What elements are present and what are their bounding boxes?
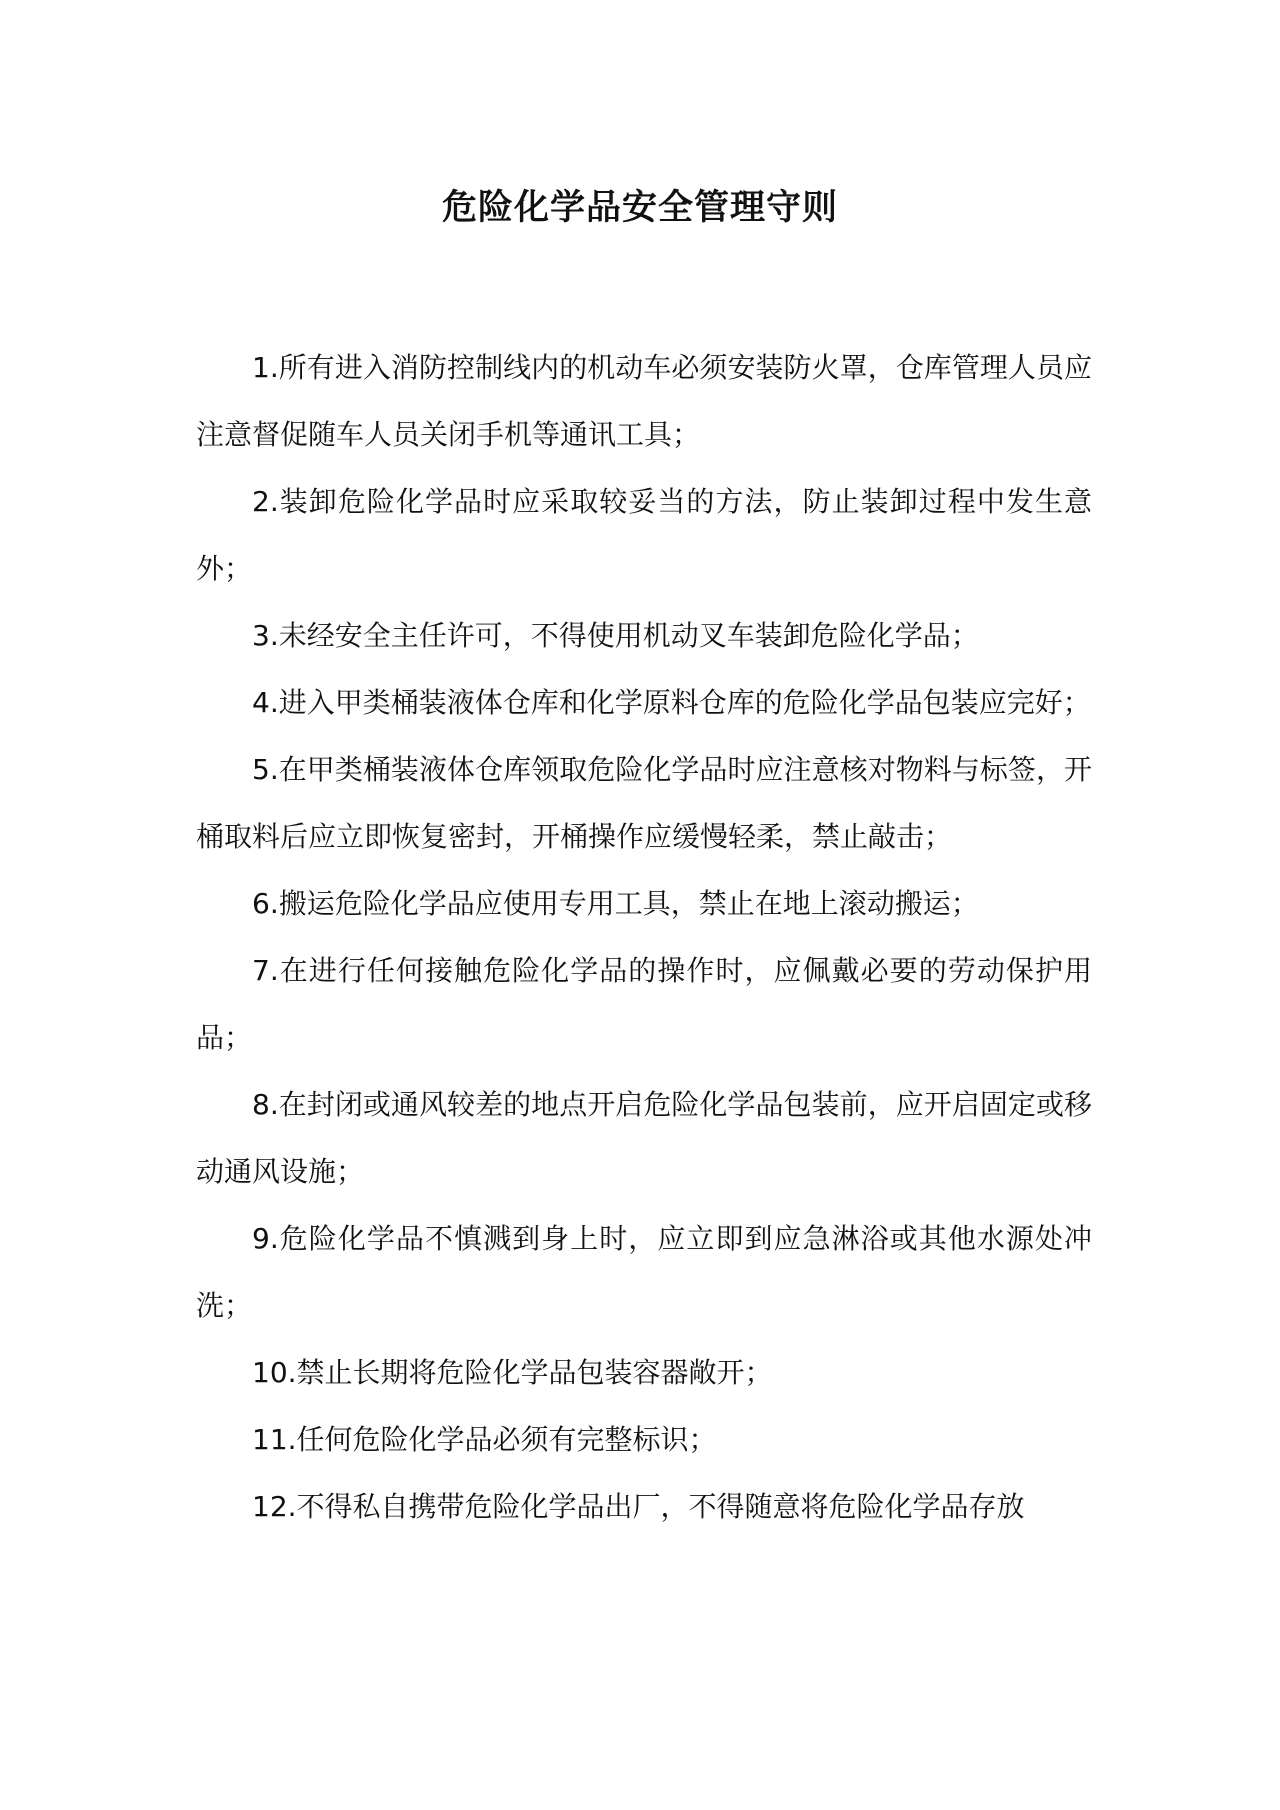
- rule-item-6: 6.搬运危险化学品应使用专用工具，禁止在地上滚动搬运；: [252, 887, 979, 920]
- rule-item-1: 1.所有进入消防控制线内的机动车必须安装防火罩，仓库管理人员应注意督促随车人员关闭手机等通讯工具；: [196, 351, 1092, 451]
- document-body: [196, 334, 1092, 1540]
- rule-item-5: 5.在甲类桶装液体仓库领取危险化学品时应注意核对物料与标签，开桶取料后应立即恢复密封，开桶操作应缓慢轻柔，禁止敲击；: [196, 753, 1092, 853]
- rule-item-4: 4.进入甲类桶装液体仓库和化学原料仓库的危险化学品包装应完好；: [252, 686, 1091, 719]
- rule-item-3: 3.未经安全主任许可，不得使用机动叉车装卸危险化学品；: [252, 619, 979, 652]
- rule-item-12: 12.不得私自携带危险化学品出厂，不得随意将危险化学品存放: [252, 1490, 1025, 1523]
- rule-item-10: 10.禁止长期将危险化学品包装容器敞开；: [252, 1356, 773, 1389]
- rule-item-8: 8.在封闭或通风较差的地点开启危险化学品包装前，应开启固定或移动通风设施；: [196, 1088, 1092, 1188]
- rule-item-7: 7.在进行任何接触危险化学品的操作时，应佩戴必要的劳动保护用品；: [196, 954, 1092, 1054]
- rule-item-9: 9.危险化学品不慎溅到身上时，应立即到应急淋浴或其他水源处冲洗；: [196, 1222, 1092, 1322]
- document-title: 危险化学品安全管理守则: [441, 188, 838, 228]
- rule-item-11: 11.任何危险化学品必须有完整标识；: [252, 1423, 717, 1456]
- rule-item-2: 2.装卸危险化学品时应采取较妥当的方法，防止装卸过程中发生意外；: [196, 485, 1092, 585]
